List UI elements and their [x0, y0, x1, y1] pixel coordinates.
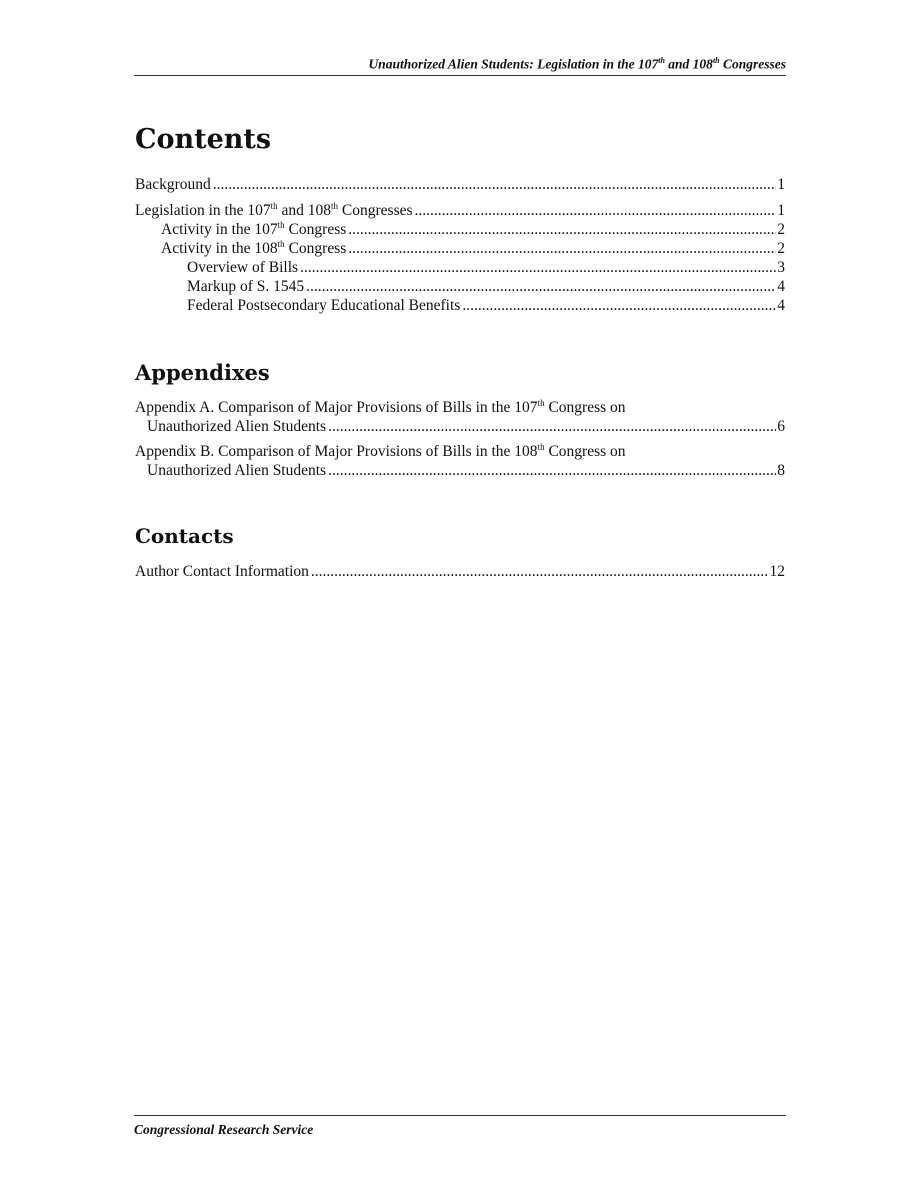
toc-entry-label: Appendix A. Comparison of Major Provisions of Bills in the 107th Congress on [135, 397, 626, 416]
toc-page-number: 8 [777, 462, 785, 479]
dot-leader [328, 417, 776, 436]
dot-leader [213, 175, 776, 194]
toc-page-number: 3 [777, 259, 785, 276]
toc-page-number: 2 [777, 221, 785, 238]
appendixes-title: Appendixes [135, 360, 270, 385]
toc-entry-appendix-b[interactable] [135, 442, 785, 480]
toc-entry-label: Federal Postsecondary Educational Benefits [187, 297, 461, 314]
toc-entry-label: Activity in the 107th Congress [161, 220, 347, 238]
header-superscript: th [712, 56, 720, 65]
contacts-list [135, 562, 785, 581]
dot-leader [348, 239, 776, 258]
toc-entry-label: Activity in the 108th Congress [161, 239, 347, 257]
contents-title: Contents [135, 124, 272, 155]
appendixes-list [135, 398, 785, 480]
toc-entry-author-contact[interactable] [135, 562, 785, 581]
running-header [134, 56, 786, 76]
dot-leader [300, 258, 776, 277]
toc-page-number: 1 [777, 176, 785, 193]
header-superscript: th [658, 56, 665, 65]
contacts-title: Contacts [135, 524, 234, 548]
toc-entry-overview-of-bills[interactable] [135, 258, 785, 277]
toc-entry-label: Markup of S. 1545 [187, 278, 305, 295]
header-text: Unauthorized Alien Students: Legislation in the 107 [368, 56, 659, 72]
toc-entry-activity-108[interactable] [135, 239, 785, 258]
toc-page-number: 4 [777, 278, 785, 295]
toc-page-number: 12 [769, 563, 785, 580]
dot-leader [348, 220, 776, 239]
dot-leader [306, 277, 776, 296]
header-text: and 108 [664, 56, 713, 72]
toc-entry-activity-107[interactable] [135, 220, 785, 239]
dot-leader [462, 296, 776, 315]
header-text: Congresses [719, 56, 786, 72]
dot-leader [328, 461, 776, 480]
toc-entry-label: Author Contact Information [135, 563, 309, 580]
toc-page-number: 6 [777, 418, 785, 435]
contents-list [135, 175, 785, 315]
toc-entry-legislation[interactable] [135, 201, 785, 220]
toc-entry-federal-benefits[interactable] [135, 296, 785, 315]
running-footer: Congressional Research Service [134, 1115, 786, 1138]
toc-entry-label: Appendix B. Comparison of Major Provisions of Bills in the 108th Congress on [135, 441, 626, 460]
toc-entry-label: Unauthorized Alien Students [147, 462, 327, 479]
toc-entry-label: Background [135, 176, 211, 193]
toc-entry-label: Legislation in the 107th and 108th Congresses [135, 201, 413, 219]
toc-page-number: 2 [777, 240, 785, 257]
dot-leader [415, 201, 777, 220]
dot-leader [311, 562, 769, 581]
toc-page-number: 1 [777, 202, 785, 219]
toc-entry-label: Unauthorized Alien Students [147, 418, 327, 435]
toc-entry-markup-s1545[interactable] [135, 277, 785, 296]
toc-entry-appendix-a[interactable] [135, 398, 785, 436]
toc-entry-background[interactable] [135, 175, 785, 194]
toc-entry-label: Overview of Bills [187, 259, 299, 276]
toc-page-number: 4 [777, 297, 785, 314]
